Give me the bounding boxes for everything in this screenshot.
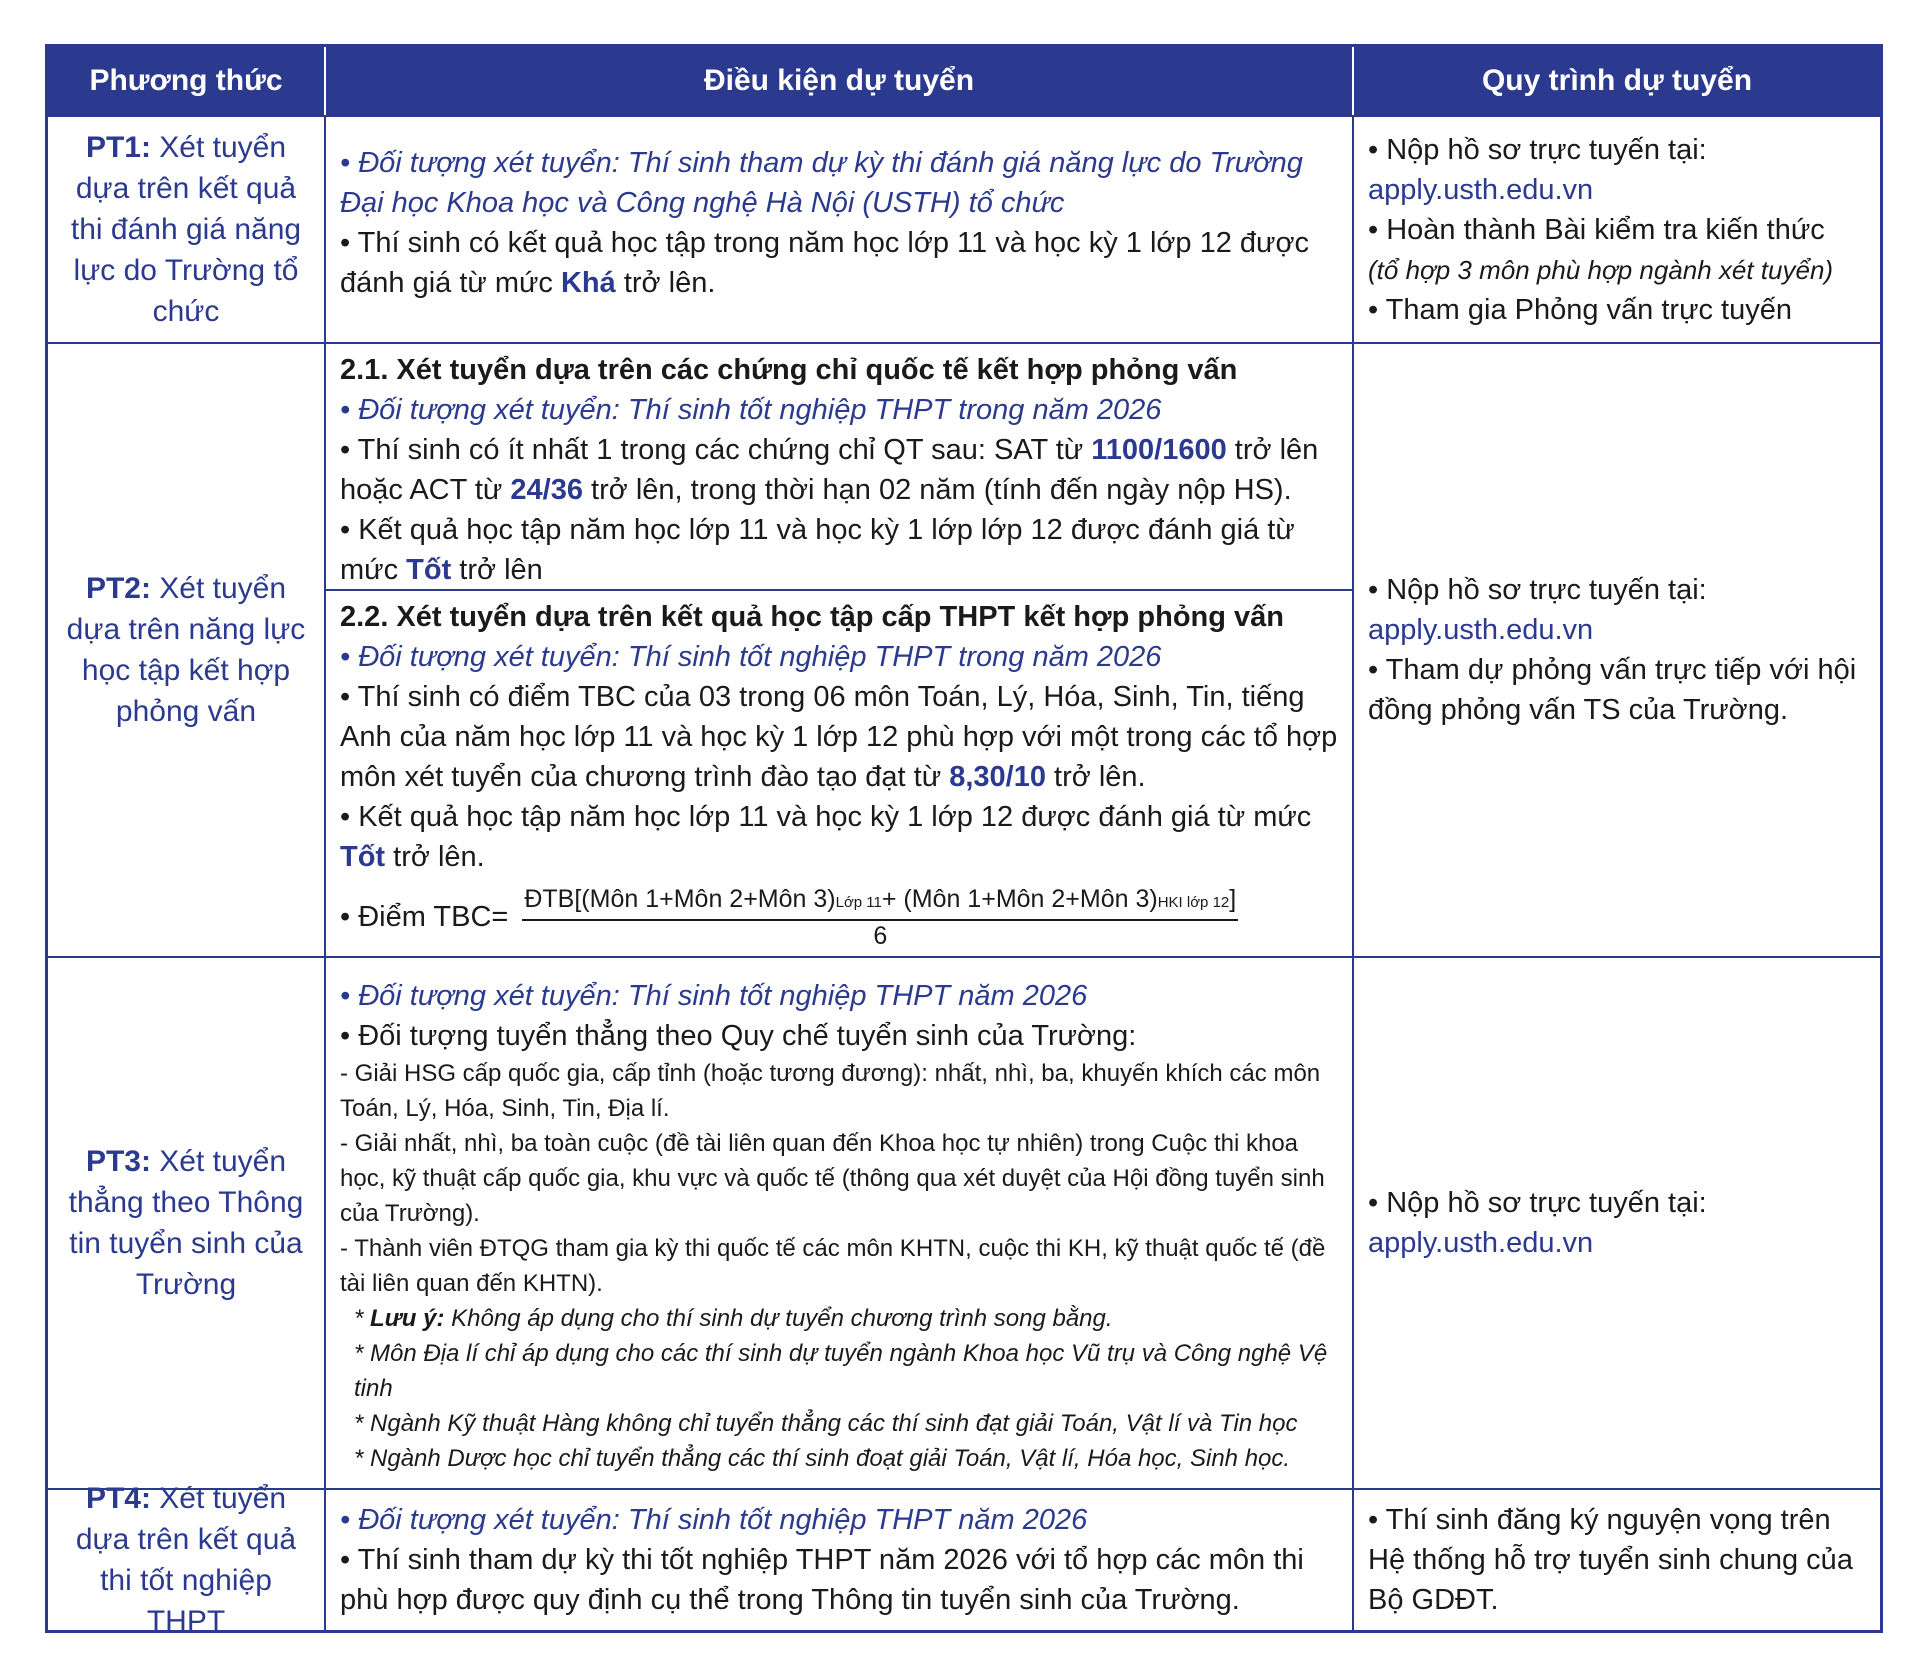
condition-text: • Kết quả học tập năm học lớp 11 và học kỳ 1 lớp 12 được đánh giá từ mức Tốt trở lên. [340, 801, 1312, 873]
method-code: PT4: [85, 1482, 151, 1515]
header-method: Phương thức [89, 64, 283, 97]
method-pt4 [48, 1482, 326, 1638]
admission-methods-table [45, 44, 1883, 1638]
formula-numerator: ĐTB[(Môn 1+Môn 2+Môn 3)Lớp 11+ (Môn 1+Môn 2+Môn 3)HKI lớp 12] [522, 883, 1238, 921]
process-pt1 [1354, 117, 1880, 342]
process-step: • Nộp hồ sơ trực tuyến tại: [1368, 1187, 1707, 1219]
method-title: Xét tuyển dựa trên năng lực học tập kết hợp phỏng vấn [66, 572, 306, 728]
table-row-pt2 [48, 342, 1880, 956]
subsection-2-1 [326, 344, 1352, 589]
score-formula [340, 883, 1338, 951]
method-code: PT2: [85, 572, 151, 605]
conditions-pt3 [326, 958, 1354, 1488]
header-conditions: Điều kiện dự tuyển [703, 64, 975, 97]
note-item: * Ngành Kỹ thuật Hàng không chỉ tuyển thẳng các thí sinh đạt giải Toán, Vật lí và Tin học [354, 1410, 1298, 1437]
condition-text: • Đối tượng tuyển thẳng theo Quy chế tuyển sinh của Trường: [340, 1020, 1137, 1052]
condition-text: • Thí sinh có ít nhất 1 trong các chứng chỉ QT sau: SAT từ 1100/1600 trở lên hoặc ACT từ 24/36 trở lên, trong thời hạn 02 năm (tính đến ngày nộp HS). [340, 434, 1319, 506]
apply-link[interactable]: apply.usth.edu.vn [1368, 173, 1594, 206]
process-step: • Nộp hồ sơ trực tuyến tại: [1368, 574, 1707, 606]
target-text: • Đối tượng xét tuyển: Thí sinh tham dự kỳ thi đánh giá năng lực do Trường Đại học Khoa học và Công nghệ Hà Nội (USTH) tổ chức [340, 147, 1303, 219]
award-item: - Thành viên ĐTQG tham gia kỳ thi quốc tế các môn KHTN, cuộc thi KH, kỹ thuật quốc tế (đề tài liên quan đến KHTN). [340, 1235, 1326, 1297]
note-item: * Ngành Dược học chỉ tuyển thẳng các thí sinh đoạt giải Toán, Vật lí, Hóa học, Sinh học. [354, 1445, 1291, 1472]
table-row-pt4 [48, 1482, 1880, 1638]
process-step: • Tham gia Phỏng vấn trực tuyến [1368, 293, 1792, 326]
method-code: PT1: [85, 131, 151, 164]
process-step: • Nộp hồ sơ trực tuyến tại: [1368, 133, 1707, 166]
conditions-pt1 [326, 117, 1354, 342]
formula-fraction [522, 883, 1238, 951]
formula-denominator: 6 [873, 922, 888, 950]
subsection-title: 2.1. Xét tuyển dựa trên các chứng chỉ quốc tế kết hợp phỏng vấn [340, 354, 1238, 386]
method-title: Xét tuyển dựa trên kết quả thi đánh giá năng lực do Trường tổ chức [70, 131, 302, 328]
target-text: • Đối tượng xét tuyển: Thí sinh tốt nghiệp THPT năm 2026 [340, 980, 1088, 1012]
conditions-pt2 [326, 344, 1354, 956]
process-step: • Hoàn thành Bài kiểm tra kiến thức [1368, 213, 1825, 246]
table-row-pt1 [48, 115, 1880, 342]
table-row-pt3 [48, 956, 1880, 1488]
condition-text: • Kết quả học tập năm học lớp 11 và học kỳ 1 lớp lớp 12 được đánh giá từ mức Tốt trở lên [340, 514, 1295, 586]
condition-text: • Thí sinh tham dự kỳ thi tốt nghiệp THPT năm 2026 với tổ hợp các môn thi phù hợp được quy định cụ thể trong Thông tin tuyển sinh của Trường. [340, 1544, 1304, 1616]
method-pt2 [48, 344, 326, 956]
conditions-pt4 [326, 1490, 1354, 1630]
note-item: * Lưu ý: Không áp dụng cho thí sinh dự tuyển chương trình song bằng. [354, 1305, 1113, 1332]
condition-text: • Thí sinh có kết quả học tập trong năm học lớp 11 và học kỳ 1 lớp 12 được đánh giá từ mức Khá trở lên. [340, 227, 1309, 299]
note-item: * Môn Địa lí chỉ áp dụng cho các thí sinh dự tuyển ngành Khoa học Vũ trụ và Công nghệ Vệ tinh [354, 1340, 1328, 1402]
target-text: • Đối tượng xét tuyển: Thí sinh tốt nghiệp THPT trong năm 2026 [340, 394, 1162, 426]
header-process: Quy trình dự tuyển [1481, 64, 1753, 97]
apply-link[interactable]: apply.usth.edu.vn [1368, 614, 1594, 646]
process-pt3 [1354, 958, 1880, 1488]
method-pt3 [48, 958, 326, 1488]
method-code: PT3: [85, 1145, 151, 1178]
target-text: • Đối tượng xét tuyển: Thí sinh tốt nghiệp THPT trong năm 2026 [340, 641, 1162, 673]
award-item: - Giải HSG cấp quốc gia, cấp tỉnh (hoặc tương đương): nhất, nhì, ba, khuyến khích các môn Toán, Lý, Hóa, Sinh, Tin, Địa lí. [340, 1060, 1321, 1122]
subsection-2-2 [326, 589, 1352, 956]
target-text: • Đối tượng xét tuyển: Thí sinh tốt nghiệp THPT năm 2026 [340, 1504, 1088, 1536]
apply-link[interactable]: apply.usth.edu.vn [1368, 1227, 1594, 1259]
table-header-row [48, 47, 1880, 115]
formula-label: • Điểm TBC= [340, 901, 509, 933]
process-pt2 [1354, 344, 1880, 956]
method-pt1 [48, 117, 326, 342]
process-pt4 [1354, 1490, 1880, 1630]
award-item: - Giải nhất, nhì, ba toàn cuộc (đề tài liên quan đến Khoa học tự nhiên) trong Cuộc thi khoa học, kỹ thuật cấp quốc gia, khu vực và quốc tế (thông qua xét duyệt của Hội đồng tuyển sinh của Trường). [340, 1130, 1325, 1227]
subsection-title: 2.2. Xét tuyển dựa trên kết quả học tập cấp THPT kết hợp phỏng vấn [340, 601, 1284, 633]
process-step: • Thí sinh đăng ký nguyện vọng trên Hệ thống hỗ trợ tuyển sinh chung của Bộ GDĐT. [1368, 1504, 1853, 1616]
process-step: • Tham dự phỏng vấn trực tiếp với hội đồng phỏng vấn TS của Trường. [1368, 654, 1857, 726]
process-note: (tổ hợp 3 môn phù hợp ngành xét tuyển) [1368, 254, 1834, 285]
method-title: Xét tuyển thẳng theo Thông tin tuyển sinh của Trường [68, 1145, 304, 1301]
condition-text: • Thí sinh có điểm TBC của 03 trong 06 môn Toán, Lý, Hóa, Sinh, Tin, tiếng Anh của năm học lớp 11 và học kỳ 1 lớp 12 phù hợp với một trong các tổ hợp môn xét tuyển của chương trình đào tạo đạt từ 8,30/10 trở lên. [340, 681, 1338, 793]
method-title: Xét tuyển dựa trên kết quả thi tốt nghiệp THPT [75, 1482, 297, 1638]
